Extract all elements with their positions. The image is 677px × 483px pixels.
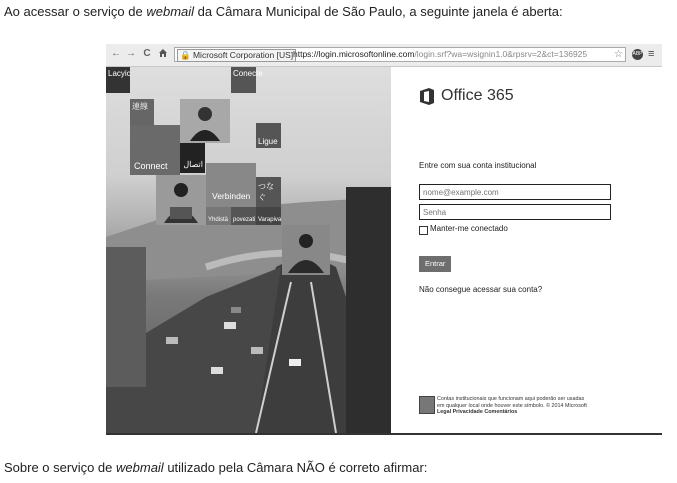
url-host: https://login.microsoftonline.com bbox=[293, 49, 415, 59]
tile-label: Ligue bbox=[258, 137, 278, 146]
tile-label: 連線 bbox=[132, 102, 148, 111]
background-photo bbox=[106, 67, 391, 433]
reload-icon[interactable]: C bbox=[143, 48, 151, 59]
home-icon[interactable] bbox=[157, 48, 169, 60]
remember-label: Manter-me conectado bbox=[430, 224, 508, 233]
certificate-badge[interactable] bbox=[177, 49, 296, 62]
footer-line: Contas institucionais que funcionam aqui poderão ser usadas bbox=[437, 396, 585, 402]
email-input[interactable] bbox=[419, 184, 611, 200]
photo-tile-laptop-person bbox=[156, 175, 206, 225]
certificate-label: Microsoft Corporation [US] bbox=[192, 50, 294, 60]
url-text bbox=[293, 49, 605, 60]
tile-verbinden bbox=[206, 163, 256, 207]
lock-icon: 🔒 bbox=[180, 50, 191, 60]
tile-label: Yhdistä bbox=[208, 217, 229, 223]
man-photo bbox=[284, 227, 328, 273]
footer-links[interactable]: Legal Privacidade Comentários bbox=[437, 409, 518, 416]
tile-label: povezati bbox=[233, 217, 256, 223]
office-icon bbox=[419, 87, 435, 106]
tile-conecte bbox=[231, 67, 263, 93]
outro-text-end: utilizado pela Câmara NÃO é correto afirmar: bbox=[163, 460, 428, 475]
browser-toolbar bbox=[106, 44, 662, 67]
tile-japanese bbox=[256, 177, 281, 207]
tile-yhdista bbox=[206, 207, 231, 225]
menu-icon[interactable]: ≡ bbox=[648, 48, 655, 60]
person-photo bbox=[182, 101, 228, 141]
outro-webmail-term: webmail bbox=[116, 460, 164, 475]
tile-label: Varapiva bbox=[258, 217, 282, 223]
question-outro bbox=[4, 460, 427, 475]
brand-name: Office 365 bbox=[441, 87, 514, 104]
person-laptop-photo bbox=[158, 177, 204, 223]
footer-line: em qualquer local onde houver este símbolo. © 2014 Microsoft bbox=[437, 402, 587, 409]
tile-ligue bbox=[256, 123, 281, 148]
outro-text-start: Sobre o serviço de bbox=[4, 460, 117, 475]
address-bar[interactable] bbox=[174, 47, 626, 62]
tile-label: つなぐ bbox=[258, 182, 274, 202]
tile-lacyic bbox=[106, 67, 130, 93]
question-intro bbox=[4, 4, 563, 19]
intro-webmail-term: webmail bbox=[146, 4, 195, 19]
intro-text-start: Ao acessar o serviço de bbox=[4, 4, 147, 19]
intro-text-end: da Câmara Municipal de São Paulo, a seguinte janela é aberta: bbox=[194, 4, 563, 19]
browser-screenshot bbox=[106, 44, 662, 435]
tile-arabic bbox=[180, 143, 205, 173]
tile-label: Verbinden bbox=[212, 191, 251, 201]
tile-chinese bbox=[130, 99, 154, 125]
sign-in-prompt: Entre com sua conta institucional bbox=[419, 161, 537, 170]
star-icon[interactable]: ☆ bbox=[614, 49, 623, 60]
tile-label: Connect bbox=[134, 161, 168, 171]
photo-tile-person bbox=[180, 99, 230, 143]
tile-varapiva bbox=[256, 207, 281, 225]
sign-in-button[interactable]: Entrar bbox=[419, 256, 451, 272]
tile-label: Lacyic bbox=[108, 69, 131, 78]
url-path: /login.srf?wa=wsignin1.0&rpsrv=2&ct=136925 bbox=[414, 49, 588, 59]
remember-checkbox[interactable] bbox=[419, 226, 428, 235]
footer-text bbox=[437, 396, 587, 416]
adblock-icon[interactable]: ABP bbox=[632, 49, 643, 60]
tile-povezati bbox=[231, 207, 256, 225]
arrow-right-icon[interactable]: → bbox=[126, 48, 136, 59]
arrow-left-icon[interactable]: ← bbox=[111, 48, 121, 59]
org-account-icon bbox=[419, 396, 435, 414]
tile-connect bbox=[130, 125, 180, 175]
login-panel bbox=[391, 67, 662, 433]
tile-label: اتصال bbox=[183, 160, 203, 169]
tile-label: Conecte bbox=[233, 69, 263, 78]
photo-tile-man bbox=[282, 225, 330, 275]
cant-access-link[interactable]: Não consegue acessar sua conta? bbox=[419, 285, 543, 294]
password-input[interactable] bbox=[419, 204, 611, 220]
